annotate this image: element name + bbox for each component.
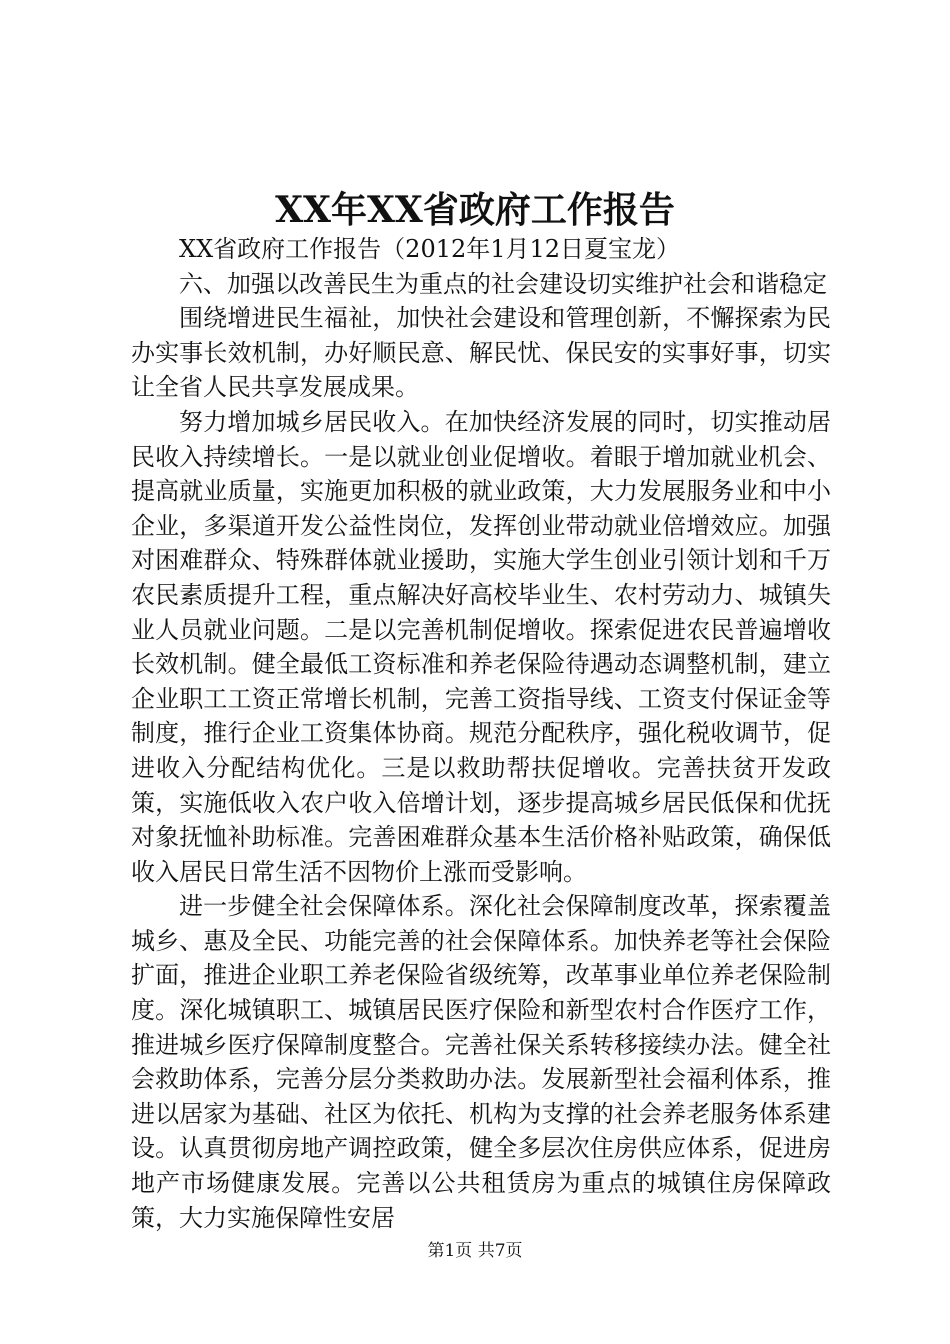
page-footer: 第1页 共7页 [427, 1241, 523, 1261]
report-source-line: XX省政府工作报告（2012年1月12日夏宝龙） [179, 235, 681, 263]
body-paragraph-income: 努力增加城乡居民收入。在加快经济发展的同时，切实推动居民收入持续增长。一是以就业创业促增收。着眼于增加就业机会、提高就业质量，实施更加积极的就业政策，大力发展服务业和中小企业，多渠道开发公益性岗位，发挥创业带动就业倍增效应。加强对困难群众、特殊群体就业援助，实施大学生创业引领计划和千万农民素质提升工程，重点解决好高校毕业生、农村劳动力、城镇失业人员就业问题。二是以完善机制促增收。探索促进农民普遍增收长效机制。健全最低工资标准和养老保险待遇动态调整机制，建立企业职工工资正常增长机制，完善工资指导线、工资支付保证金等制度，推行企业工资集体协商。规范分配秩序，强化税收调节，促进收入分配结构优化。三是以救助帮扶促增收。完善扶贫开发政策，实施低收入农户收入倍增计划，逐步提高城乡居民低保和优抚对象抚恤补助标准。完善困难群众基本生活价格补贴政策，确保低收入居民日常生活不因物价上涨而受影响。 [131, 407, 831, 886]
document-body [131, 232, 831, 1235]
body-paragraph-social-security: 进一步健全社会保障体系。深化社会保障制度改革，探索覆盖城乡、惠及全民、功能完善的社会保障体系。加快养老等社会保险扩面，推进企业职工养老保险省级统筹，改革事业单位养老保险制度。深化城镇职工、城镇居民医疗保险和新型农村合作医疗工作，推进城乡医疗保障制度整合。完善社保关系转移接续办法。健全社会救助体系，完善分层分类救助办法。发展新型社会福利体系，推进以居家为基础、社区为依托、机构为支撑的社会养老服务体系建设。认真贯彻房地产调控政策，健全多层次住房供应体系，促进房地产市场健康发展。完善以公共租赁房为重点的城镇住房保障政策，大力实施保障性安居 [131, 892, 831, 1232]
section-heading: 六、加强以改善民生为重点的社会建设切实维护社会和谐稳定 [179, 269, 827, 298]
body-paragraph-intro: 围绕增进民生福祉，加快社会建设和管理创新，不懈探索为民办实事长效机制，办好顺民意、解民忧、保民安的实事好事，切实让全省人民共享发展成果。 [131, 304, 831, 402]
document-title: XX年XX省政府工作报告 [275, 189, 675, 231]
